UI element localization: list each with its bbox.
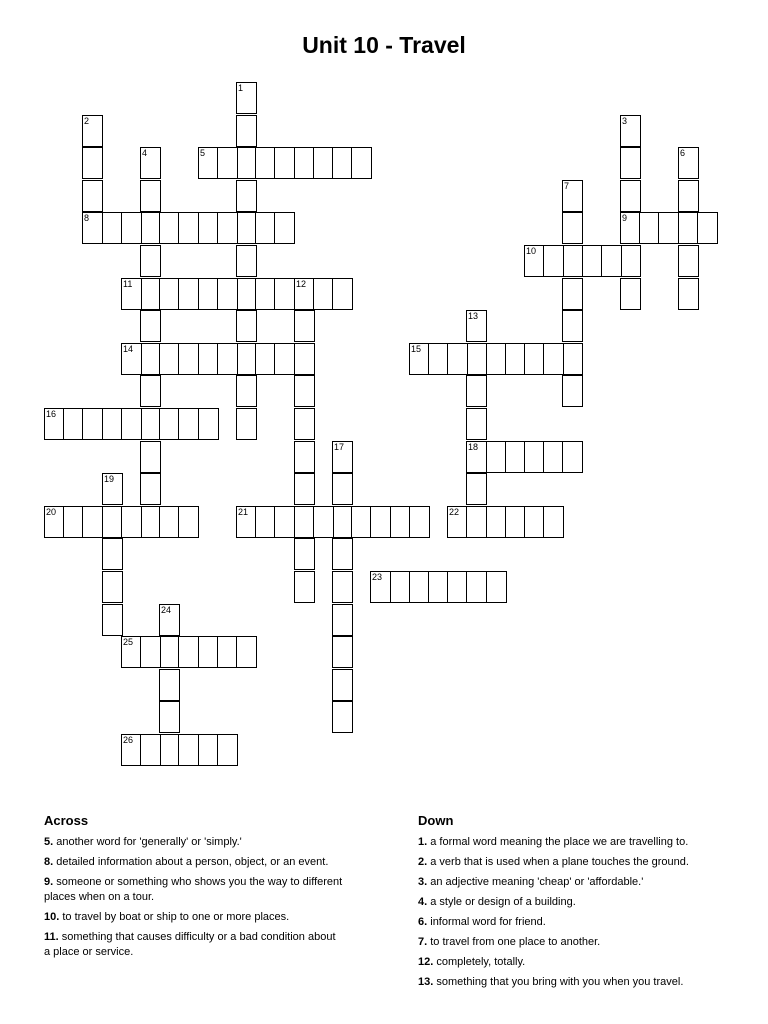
grid-cell[interactable]: [255, 506, 276, 538]
grid-cell[interactable]: [44, 408, 65, 440]
grid-cell[interactable]: [620, 278, 641, 310]
grid-cell[interactable]: [351, 147, 372, 179]
grid-cell[interactable]: [678, 245, 699, 277]
grid-cell[interactable]: [466, 571, 487, 603]
grid-cell[interactable]: [159, 604, 180, 636]
grid-cell[interactable]: [466, 473, 487, 505]
grid-cell[interactable]: [582, 245, 603, 277]
grid-cell[interactable]: [236, 636, 257, 668]
clue-number: 11: [123, 279, 133, 289]
grid-cell[interactable]: [294, 441, 315, 473]
down-clue-4: 4. a style or design of a building.: [418, 896, 576, 908]
grid-cell[interactable]: [274, 147, 295, 179]
grid-cell[interactable]: [390, 506, 411, 538]
grid-cell[interactable]: [236, 212, 257, 244]
grid-cell[interactable]: [102, 506, 123, 538]
grid-cell[interactable]: [274, 212, 295, 244]
grid-cell[interactable]: [140, 506, 161, 538]
clue-number: 23: [372, 572, 383, 582]
grid-cell[interactable]: [102, 212, 123, 244]
grid-cell[interactable]: [620, 212, 641, 244]
clue-number: 13: [468, 311, 479, 321]
grid-cell[interactable]: [178, 636, 199, 668]
grid-cell[interactable]: [332, 147, 353, 179]
grid-cell[interactable]: [236, 82, 257, 114]
grid-cell[interactable]: [409, 571, 430, 603]
clue-number: 4: [142, 148, 148, 158]
grid-cell[interactable]: [140, 212, 161, 244]
grid-cell[interactable]: [159, 278, 180, 310]
grid-cell[interactable]: [121, 343, 142, 375]
down-clue-2: 2. a verb that is used when a plane touches the ground.: [418, 856, 689, 868]
grid-cell[interactable]: [140, 310, 161, 342]
grid-cell[interactable]: [313, 147, 334, 179]
grid-cell[interactable]: [466, 310, 487, 342]
grid-cell[interactable]: [658, 212, 679, 244]
grid-cell[interactable]: [466, 441, 487, 473]
grid-cell[interactable]: [121, 734, 142, 766]
grid-cell[interactable]: [159, 636, 180, 668]
grid-cell[interactable]: [82, 212, 103, 244]
clue-number: 12: [296, 279, 307, 289]
down-clue-7: 7. to travel from one place to another.: [418, 936, 601, 948]
grid-cell[interactable]: [140, 408, 161, 440]
grid-cell[interactable]: [294, 310, 315, 342]
clue-number: 15: [411, 344, 422, 354]
grid-cell[interactable]: [274, 278, 295, 310]
grid-cell[interactable]: [505, 441, 526, 473]
grid-cell[interactable]: [562, 343, 583, 375]
grid-cell[interactable]: [294, 147, 315, 179]
grid-cell[interactable]: [82, 506, 103, 538]
grid-cell[interactable]: [466, 343, 487, 375]
grid-cell[interactable]: [178, 734, 199, 766]
grid-cell[interactable]: [562, 245, 583, 277]
across-clue-10: 10. to travel by boat or ship to one or more places.: [44, 911, 290, 923]
clue-number: 7: [564, 181, 570, 191]
grid-cell[interactable]: [370, 571, 391, 603]
grid-cell[interactable]: [236, 310, 257, 342]
grid-cell[interactable]: [466, 408, 487, 440]
grid-cell[interactable]: [466, 506, 487, 538]
grid-cell[interactable]: [140, 180, 161, 212]
grid-cell[interactable]: [159, 408, 180, 440]
clue-number: 8: [84, 213, 90, 223]
grid-cell[interactable]: [178, 212, 199, 244]
grid-cell[interactable]: [121, 212, 142, 244]
clue-number: 17: [334, 442, 345, 452]
grid-cell[interactable]: [313, 506, 334, 538]
clue-number: 14: [123, 344, 134, 354]
grid-cell[interactable]: [332, 538, 353, 570]
grid-cell[interactable]: [294, 506, 315, 538]
grid-cell[interactable]: [620, 245, 641, 277]
grid-cell[interactable]: [255, 278, 276, 310]
grid-cell[interactable]: [217, 734, 238, 766]
down-clues: [418, 812, 718, 995]
grid-cell[interactable]: [562, 278, 583, 310]
clue-number: 18: [468, 442, 479, 452]
grid-cell[interactable]: [505, 506, 526, 538]
grid-cell[interactable]: [236, 245, 257, 277]
grid-cell[interactable]: [178, 506, 199, 538]
grid-cell[interactable]: [159, 734, 180, 766]
grid-cell[interactable]: [332, 636, 353, 668]
across-clue-11: 11. something that causes difficulty or a bad condition about a place or service.: [44, 931, 336, 958]
grid-cell[interactable]: [217, 278, 238, 310]
grid-cell[interactable]: [543, 343, 564, 375]
down-clue-3: 3. an adjective meaning 'cheap' or 'affordable.': [418, 876, 644, 888]
grid-cell[interactable]: [562, 441, 583, 473]
grid-cell[interactable]: [447, 506, 468, 538]
grid-cell[interactable]: [140, 245, 161, 277]
grid-cell[interactable]: [486, 343, 507, 375]
grid-cell[interactable]: [332, 669, 353, 701]
grid-cell[interactable]: [351, 506, 372, 538]
grid-cell[interactable]: [294, 408, 315, 440]
grid-cell[interactable]: [370, 506, 391, 538]
grid-cell[interactable]: [486, 506, 507, 538]
grid-cell[interactable]: [236, 115, 257, 147]
grid-cell[interactable]: [332, 278, 353, 310]
grid-cell[interactable]: [198, 278, 219, 310]
grid-cell[interactable]: [332, 506, 353, 538]
grid-cell[interactable]: [140, 343, 161, 375]
grid-cell[interactable]: [198, 212, 219, 244]
grid-cell[interactable]: [294, 538, 315, 570]
across-heading: Across: [44, 813, 89, 828]
clue-number: 25: [123, 637, 134, 647]
grid-cell[interactable]: [236, 278, 257, 310]
grid-cell[interactable]: [524, 506, 545, 538]
grid-cell[interactable]: [63, 408, 84, 440]
clue-number: 2: [84, 116, 90, 126]
grid-cell[interactable]: [447, 571, 468, 603]
grid-cell[interactable]: [294, 375, 315, 407]
grid-cell[interactable]: [524, 441, 545, 473]
grid-cell[interactable]: [236, 343, 257, 375]
grid-cell[interactable]: [140, 278, 161, 310]
grid-cell[interactable]: [140, 147, 161, 179]
grid-cell[interactable]: [332, 441, 353, 473]
puzzle-title: Unit 10 - Travel: [302, 32, 466, 58]
grid-cell[interactable]: [409, 343, 430, 375]
grid-cell[interactable]: [82, 115, 103, 147]
down-clue-12: 12. completely, totally.: [418, 956, 526, 968]
grid-cell[interactable]: [198, 408, 219, 440]
grid-cell[interactable]: [236, 147, 257, 179]
grid-cell[interactable]: [562, 180, 583, 212]
grid-cell[interactable]: [102, 538, 123, 570]
grid-cell[interactable]: [543, 441, 564, 473]
grid-cell[interactable]: [524, 343, 545, 375]
across-clues: [44, 812, 344, 965]
clue-number: 1: [238, 83, 244, 93]
grid-cell[interactable]: [486, 441, 507, 473]
grid-cell[interactable]: [63, 506, 84, 538]
grid-cell[interactable]: [140, 636, 161, 668]
grid-cell[interactable]: [255, 147, 276, 179]
clue-number: 26: [123, 735, 134, 745]
grid-cell[interactable]: [620, 115, 641, 147]
grid-cell[interactable]: [601, 245, 622, 277]
clue-number: 6: [680, 148, 686, 158]
grid-cell[interactable]: [102, 473, 123, 505]
grid-cell[interactable]: [140, 473, 161, 505]
grid-cell[interactable]: [524, 245, 545, 277]
grid-cell[interactable]: [409, 506, 430, 538]
clue-number: 19: [104, 474, 115, 484]
grid-cell[interactable]: [294, 473, 315, 505]
grid-cell[interactable]: [678, 147, 699, 179]
grid-cell[interactable]: [102, 604, 123, 636]
grid-cell[interactable]: [620, 147, 641, 179]
across-clue-8: 8. detailed information about a person, object, or an event.: [44, 856, 329, 868]
clue-number: 10: [526, 246, 537, 256]
grid-cell[interactable]: [236, 180, 257, 212]
grid-cell[interactable]: [159, 701, 180, 733]
grid-cell[interactable]: [178, 408, 199, 440]
grid-cell[interactable]: [428, 571, 449, 603]
grid-cell[interactable]: [217, 212, 238, 244]
grid-cell[interactable]: [121, 506, 142, 538]
grid-cell[interactable]: [390, 571, 411, 603]
grid-cell[interactable]: [82, 180, 103, 212]
grid-cell[interactable]: [217, 147, 238, 179]
clue-number: 20: [46, 507, 57, 517]
grid-cell[interactable]: [178, 343, 199, 375]
grid-cell[interactable]: [332, 701, 353, 733]
clue-number: 5: [200, 148, 206, 158]
grid-cell[interactable]: [159, 506, 180, 538]
grid-cell[interactable]: [505, 343, 526, 375]
grid-cell[interactable]: [217, 636, 238, 668]
grid-cell[interactable]: [562, 375, 583, 407]
grid-cell[interactable]: [294, 278, 315, 310]
grid-cell[interactable]: [620, 180, 641, 212]
grid-cell[interactable]: [82, 408, 103, 440]
grid-cell[interactable]: [140, 734, 161, 766]
grid-cell[interactable]: [140, 375, 161, 407]
grid-cell[interactable]: [255, 343, 276, 375]
grid-cell[interactable]: [198, 343, 219, 375]
down-clue-13: 13. something that you bring with you when you travel.: [418, 976, 684, 988]
grid-cell[interactable]: [121, 408, 142, 440]
grid-cell[interactable]: [198, 147, 219, 179]
grid-cell[interactable]: [159, 343, 180, 375]
down-clue-1: 1. a formal word meaning the place we are travelling to.: [418, 836, 689, 848]
grid-cell[interactable]: [217, 343, 238, 375]
grid-cell[interactable]: [102, 571, 123, 603]
grid-cell[interactable]: [466, 375, 487, 407]
grid-cell[interactable]: [121, 636, 142, 668]
grid-cell[interactable]: [159, 669, 180, 701]
grid-cell[interactable]: [313, 278, 334, 310]
grid-cell[interactable]: [102, 408, 123, 440]
grid-cell[interactable]: [543, 245, 564, 277]
grid-cell[interactable]: [198, 734, 219, 766]
grid-cell[interactable]: [678, 278, 699, 310]
grid-cell[interactable]: [198, 636, 219, 668]
grid-cell[interactable]: [236, 375, 257, 407]
grid-cell[interactable]: [236, 408, 257, 440]
grid-cell[interactable]: [562, 212, 583, 244]
grid-cell[interactable]: [697, 212, 718, 244]
down-clue-6: 6. informal word for friend.: [418, 916, 546, 928]
grid-cell[interactable]: [332, 473, 353, 505]
grid-cell[interactable]: [274, 343, 295, 375]
grid-cell[interactable]: [159, 212, 180, 244]
clue-number: 22: [449, 507, 460, 517]
grid-cell[interactable]: [178, 278, 199, 310]
clue-number: 21: [238, 507, 249, 517]
across-clue-9: 9. someone or something who shows you the way to different places when on a tour.: [44, 876, 343, 903]
grid-cell[interactable]: [255, 212, 276, 244]
clue-number: 9: [622, 213, 628, 223]
grid-cell[interactable]: [332, 604, 353, 636]
grid-cell[interactable]: [678, 212, 699, 244]
grid-cell[interactable]: [562, 310, 583, 342]
grid-cell[interactable]: [639, 212, 660, 244]
grid-cell[interactable]: [294, 343, 315, 375]
across-clue-5: 5. another word for 'generally' or 'simply.': [44, 836, 242, 848]
grid-cell[interactable]: [332, 571, 353, 603]
clue-number: 3: [622, 116, 628, 126]
grid-cell[interactable]: [236, 506, 257, 538]
grid-cell[interactable]: [447, 343, 468, 375]
grid-cell[interactable]: [543, 506, 564, 538]
grid-cell[interactable]: [294, 571, 315, 603]
grid-cell[interactable]: [121, 278, 142, 310]
grid-cell[interactable]: [274, 506, 295, 538]
grid-cell[interactable]: [82, 147, 103, 179]
down-heading: Down: [418, 813, 454, 828]
grid-cell[interactable]: [428, 343, 449, 375]
grid-cell[interactable]: [140, 441, 161, 473]
grid-cell[interactable]: [44, 506, 65, 538]
grid-cell[interactable]: [678, 180, 699, 212]
clue-number: 16: [46, 409, 57, 419]
grid-cell[interactable]: [486, 571, 507, 603]
clue-number: 24: [161, 605, 172, 615]
